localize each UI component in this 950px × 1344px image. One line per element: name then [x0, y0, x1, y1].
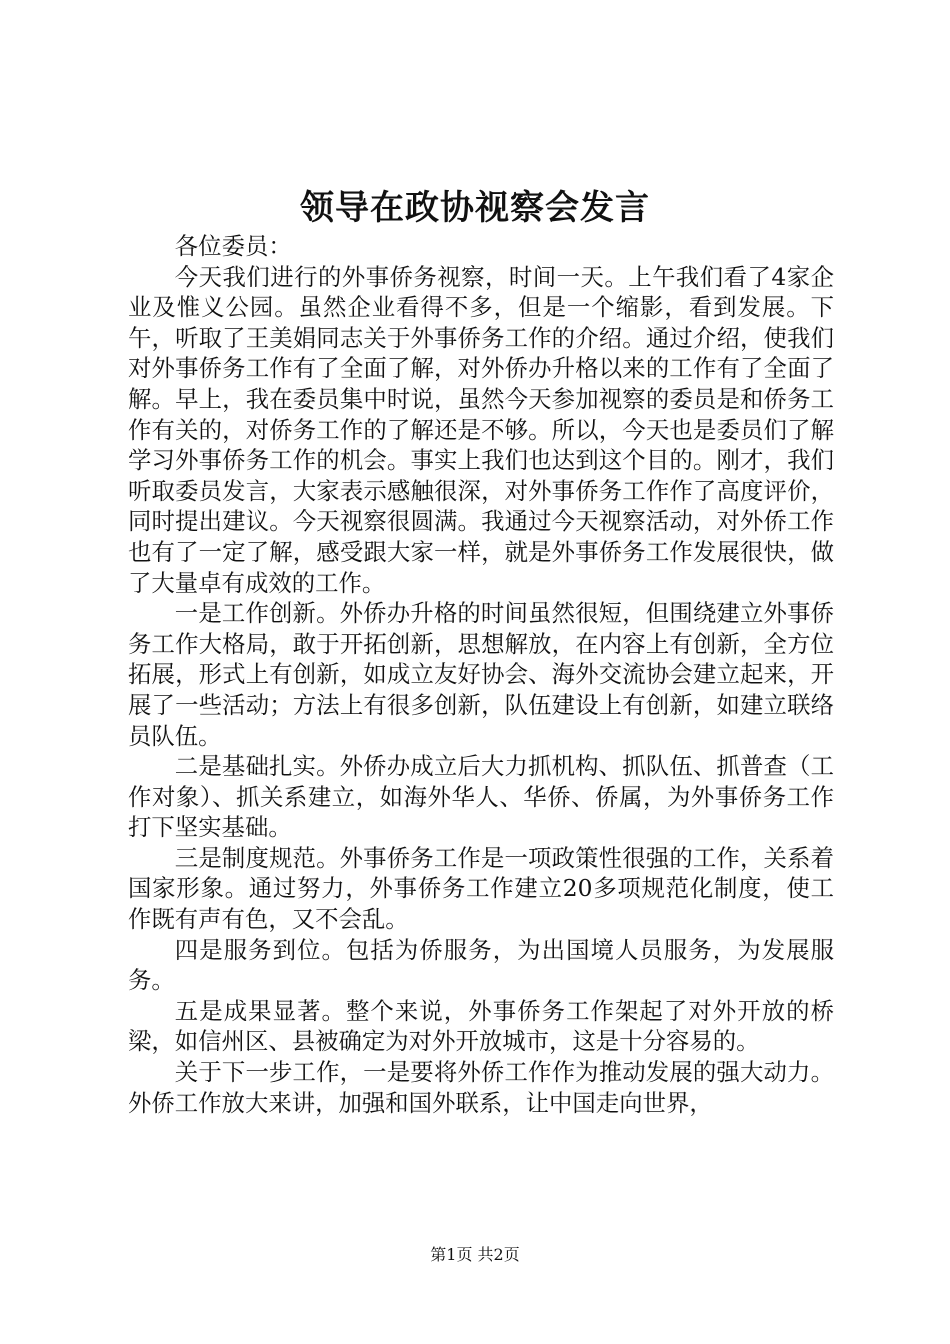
body-paragraph: 二是基础扎实。外侨办成立后大力抓机构、抓队伍、抓普查（工作对象）、抓关系建立，如海外华人、华侨、侨属，为外事侨务工作打下坚实基础。: [128, 752, 834, 842]
body-paragraph: 五是成果显著。整个来说，外事侨务工作架起了对外开放的桥梁，如信州区、县被确定为对外开放城市，这是十分容易的。: [128, 996, 834, 1056]
body-paragraph: 四是服务到位。包括为侨服务，为出国境人员服务，为发展服务。: [128, 935, 834, 995]
body-paragraph: 一是工作创新。外侨办升格的时间虽然很短，但围绕建立外事侨务工作大格局，敢于开拓创新，思想解放，在内容上有创新，全方位拓展，形式上有创新，如成立友好协会、海外交流协会建立起来，开展了一些活动；方法上有很多创新，队伍建设上有创新，如建立联络员队伍。: [128, 599, 834, 750]
document-body: [128, 231, 834, 1118]
body-paragraph: 三是制度规范。外事侨务工作是一项政策性很强的工作，关系着国家形象。通过努力，外事侨务工作建立20多项规范化制度，使工作既有声有色，又不会乱。: [128, 843, 834, 934]
page-number-footer: 第1页 共2页: [430, 1245, 520, 1264]
document-title: 领导在政协视察会发言: [300, 188, 650, 228]
body-paragraph: 关于下一步工作，一是要将外侨工作作为推动发展的强大动力。外侨工作放大来讲，加强和国外联系，让中国走向世界，: [128, 1058, 834, 1117]
salutation: 各位委员：: [174, 232, 292, 260]
body-paragraph: 今天我们进行的外事侨务视察，时间一天。上午我们看了4家企业及惟义公园。虽然企业看得不多，但是一个缩影，看到发展。下午，听取了王美娟同志关于外事侨务工作的介绍。通过介绍，使我们对外事侨务工作有了全面了解，对外侨办升格以来的工作有了全面了解。早上，我在委员集中时说，虽然今天参加视察的委员是和侨务工作有关的，对侨务工作的了解还是不够。所以，今天也是委员们了解学习外事侨务工作的机会。事实上我们也达到这个目的。刚才，我们听取委员发言，大家表示感触很深，对外事侨务工作作了高度评价，同时提出建议。今天视察很圆满。我通过今天视察活动，对外侨工作也有了一定了解，感受跟大家一样，就是外事侨务工作发展很快，做了大量卓有成效的工作。: [128, 262, 834, 597]
